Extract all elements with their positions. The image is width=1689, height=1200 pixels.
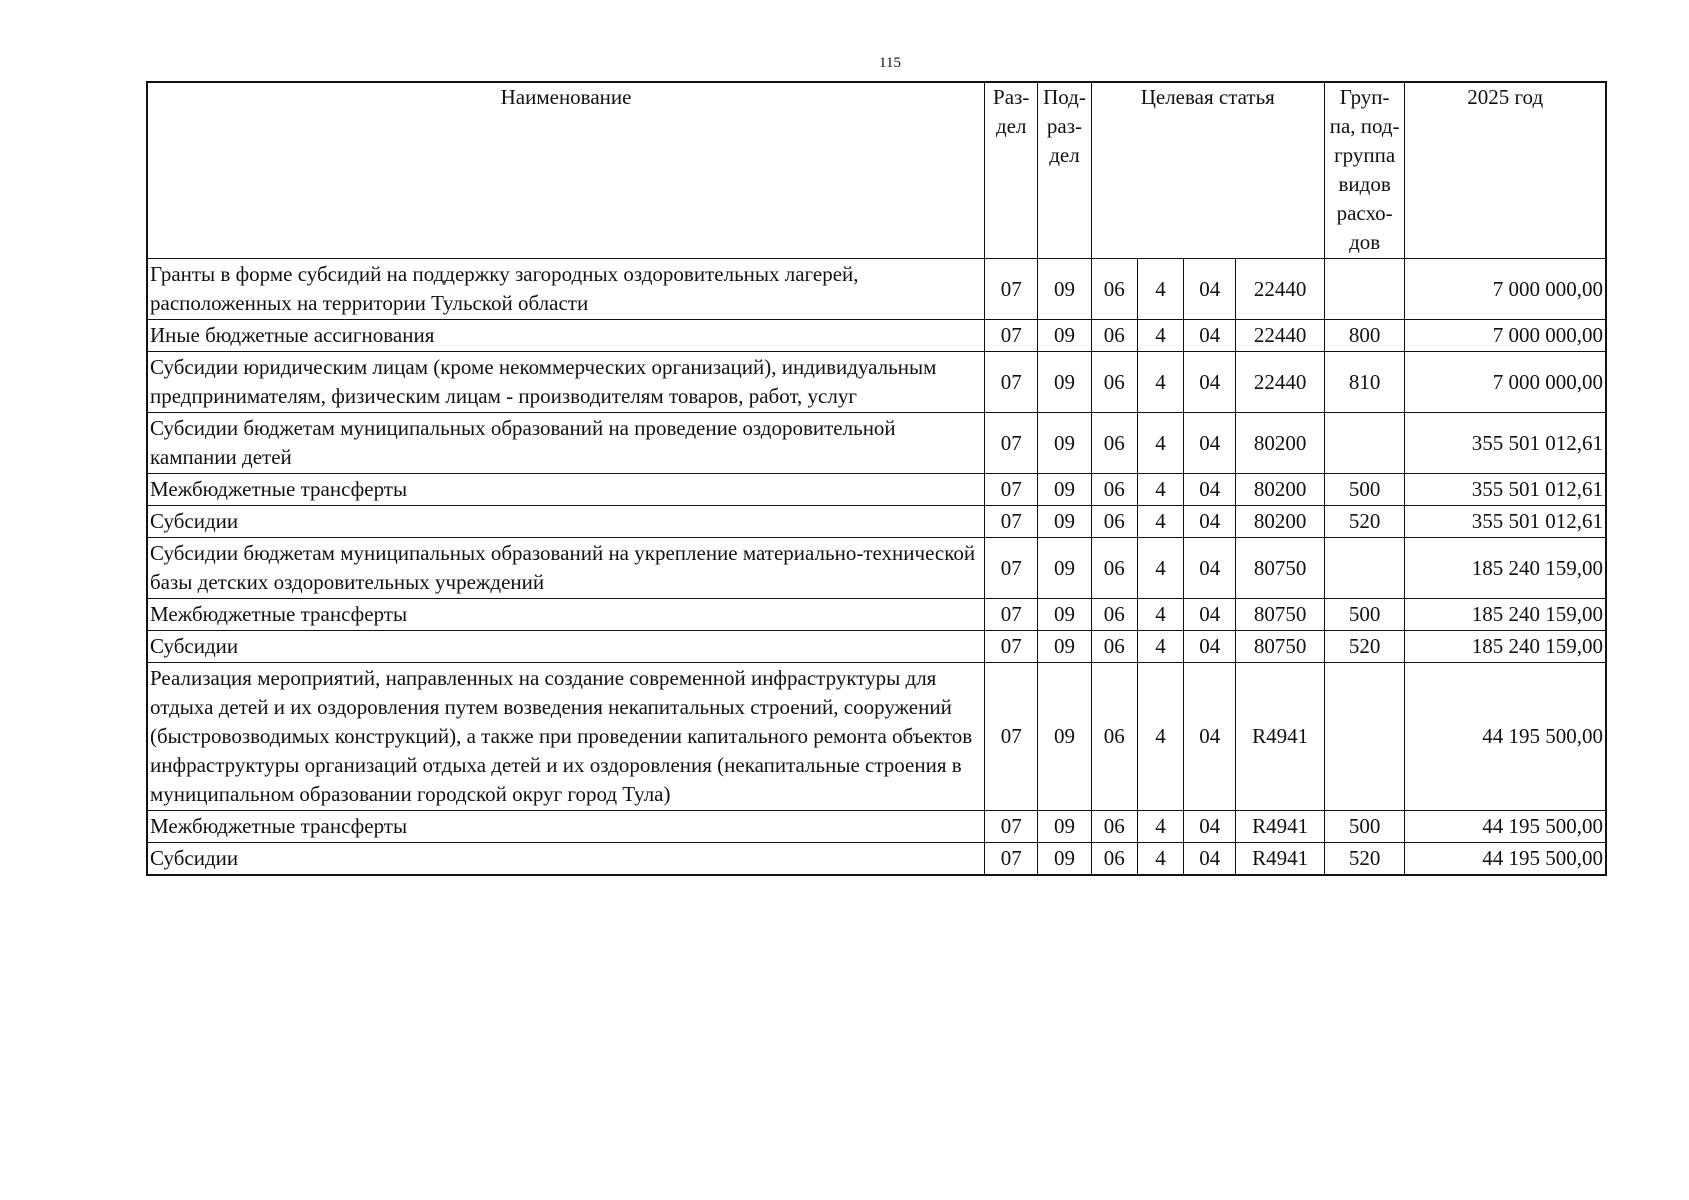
row-target-subprogram: 04 bbox=[1184, 538, 1236, 599]
row-amount: 44 195 500,00 bbox=[1405, 843, 1606, 876]
page-number: 115 bbox=[879, 55, 901, 71]
header-target-article: Целевая статья bbox=[1091, 82, 1324, 259]
row-target-type: 4 bbox=[1137, 506, 1183, 538]
row-target-program: 06 bbox=[1091, 474, 1137, 506]
row-target-type: 4 bbox=[1137, 663, 1183, 811]
row-expense-group bbox=[1324, 663, 1404, 811]
row-target-type: 4 bbox=[1137, 843, 1183, 876]
row-podrazdel: 09 bbox=[1038, 843, 1091, 876]
row-name: Межбюджетные трансферты bbox=[147, 599, 985, 631]
row-razdel: 07 bbox=[985, 663, 1038, 811]
row-podrazdel: 09 bbox=[1038, 413, 1091, 474]
row-target-type: 4 bbox=[1137, 538, 1183, 599]
row-razdel: 07 bbox=[985, 259, 1038, 320]
row-amount: 185 240 159,00 bbox=[1405, 538, 1606, 599]
row-podrazdel: 09 bbox=[1038, 538, 1091, 599]
row-razdel: 07 bbox=[985, 320, 1038, 352]
row-expense-group: 500 bbox=[1324, 474, 1404, 506]
row-target-direction: 80200 bbox=[1236, 413, 1325, 474]
row-name: Субсидии бюджетам муниципальных образований на проведение оздоровительной кампании детей bbox=[147, 413, 985, 474]
row-target-program: 06 bbox=[1091, 599, 1137, 631]
row-target-type: 4 bbox=[1137, 259, 1183, 320]
row-target-program: 06 bbox=[1091, 811, 1137, 843]
row-razdel: 07 bbox=[985, 538, 1038, 599]
row-target-subprogram: 04 bbox=[1184, 506, 1236, 538]
row-amount: 44 195 500,00 bbox=[1405, 663, 1606, 811]
row-name: Иные бюджетные ассигнования bbox=[147, 320, 985, 352]
row-amount: 7 000 000,00 bbox=[1405, 259, 1606, 320]
row-amount: 355 501 012,61 bbox=[1405, 506, 1606, 538]
table-row bbox=[147, 413, 1606, 474]
row-expense-group bbox=[1324, 413, 1404, 474]
table-row bbox=[147, 352, 1606, 413]
row-razdel: 07 bbox=[985, 843, 1038, 876]
row-target-subprogram: 04 bbox=[1184, 811, 1236, 843]
row-podrazdel: 09 bbox=[1038, 506, 1091, 538]
table-row bbox=[147, 811, 1606, 843]
row-target-subprogram: 04 bbox=[1184, 259, 1236, 320]
table-header-row bbox=[147, 82, 1606, 259]
row-expense-group: 800 bbox=[1324, 320, 1404, 352]
table-row bbox=[147, 259, 1606, 320]
row-razdel: 07 bbox=[985, 599, 1038, 631]
row-name: Субсидии bbox=[147, 843, 985, 876]
row-expense-group: 500 bbox=[1324, 811, 1404, 843]
row-podrazdel: 09 bbox=[1038, 320, 1091, 352]
row-name: Субсидии бюджетам муниципальных образований на укрепление материально-технической базы детских оздоровительных учреждений bbox=[147, 538, 985, 599]
row-expense-group: 520 bbox=[1324, 631, 1404, 663]
row-target-direction: 80750 bbox=[1236, 599, 1325, 631]
row-podrazdel: 09 bbox=[1038, 663, 1091, 811]
row-target-type: 4 bbox=[1137, 599, 1183, 631]
budget-table bbox=[146, 81, 1607, 876]
row-target-direction: 80200 bbox=[1236, 474, 1325, 506]
row-target-subprogram: 04 bbox=[1184, 474, 1236, 506]
row-amount: 44 195 500,00 bbox=[1405, 811, 1606, 843]
row-amount: 355 501 012,61 bbox=[1405, 413, 1606, 474]
row-target-direction: R4941 bbox=[1236, 843, 1325, 876]
row-target-type: 4 bbox=[1137, 413, 1183, 474]
row-target-program: 06 bbox=[1091, 259, 1137, 320]
row-amount: 7 000 000,00 bbox=[1405, 320, 1606, 352]
table-row bbox=[147, 320, 1606, 352]
row-podrazdel: 09 bbox=[1038, 631, 1091, 663]
row-name: Межбюджетные трансферты bbox=[147, 811, 985, 843]
row-expense-group: 810 bbox=[1324, 352, 1404, 413]
row-name: Субсидии юридическим лицам (кроме некоммерческих организаций), индивидуальным предпринимателям, физическим лицам - производителям товаров, работ, услуг bbox=[147, 352, 985, 413]
row-target-direction: 22440 bbox=[1236, 320, 1325, 352]
header-year: 2025 год bbox=[1405, 82, 1606, 259]
row-target-program: 06 bbox=[1091, 352, 1137, 413]
row-razdel: 07 bbox=[985, 474, 1038, 506]
row-podrazdel: 09 bbox=[1038, 599, 1091, 631]
row-target-subprogram: 04 bbox=[1184, 413, 1236, 474]
row-amount: 185 240 159,00 bbox=[1405, 599, 1606, 631]
header-expense-group: Груп-па, под-группа видов расхо-дов bbox=[1324, 82, 1404, 259]
row-razdel: 07 bbox=[985, 506, 1038, 538]
row-target-type: 4 bbox=[1137, 320, 1183, 352]
table-row bbox=[147, 474, 1606, 506]
row-name: Реализация мероприятий, направленных на создание современной инфраструктуры для отдыха детей и их оздоровления путем возведения некапитальных строений, сооружений (быстровозводимых конструкций), а также при проведении капитального ремонта объектов инфраструктуры организаций отдыха детей и их оздоровления (некапитальные строения в муниципальном образовании городской округ город Тула) bbox=[147, 663, 985, 811]
table-row bbox=[147, 843, 1606, 876]
row-target-direction: 22440 bbox=[1236, 352, 1325, 413]
row-podrazdel: 09 bbox=[1038, 811, 1091, 843]
table-row bbox=[147, 506, 1606, 538]
row-target-direction: 80750 bbox=[1236, 538, 1325, 599]
row-target-type: 4 bbox=[1137, 811, 1183, 843]
row-razdel: 07 bbox=[985, 352, 1038, 413]
row-name: Субсидии bbox=[147, 631, 985, 663]
row-podrazdel: 09 bbox=[1038, 474, 1091, 506]
row-target-direction: 22440 bbox=[1236, 259, 1325, 320]
row-target-direction: 80750 bbox=[1236, 631, 1325, 663]
row-target-program: 06 bbox=[1091, 843, 1137, 876]
row-expense-group: 500 bbox=[1324, 599, 1404, 631]
row-target-program: 06 bbox=[1091, 506, 1137, 538]
row-expense-group bbox=[1324, 259, 1404, 320]
row-target-subprogram: 04 bbox=[1184, 631, 1236, 663]
row-expense-group: 520 bbox=[1324, 506, 1404, 538]
row-name: Гранты в форме субсидий на поддержку загородных оздоровительных лагерей, расположенных на территории Тульской области bbox=[147, 259, 985, 320]
row-target-direction: 80200 bbox=[1236, 506, 1325, 538]
row-target-program: 06 bbox=[1091, 631, 1137, 663]
header-name: Наименование bbox=[147, 82, 985, 259]
row-expense-group: 520 bbox=[1324, 843, 1404, 876]
row-target-subprogram: 04 bbox=[1184, 599, 1236, 631]
row-amount: 185 240 159,00 bbox=[1405, 631, 1606, 663]
row-target-subprogram: 04 bbox=[1184, 843, 1236, 876]
row-podrazdel: 09 bbox=[1038, 352, 1091, 413]
row-razdel: 07 bbox=[985, 811, 1038, 843]
row-amount: 7 000 000,00 bbox=[1405, 352, 1606, 413]
row-razdel: 07 bbox=[985, 413, 1038, 474]
row-razdel: 07 bbox=[985, 631, 1038, 663]
row-target-program: 06 bbox=[1091, 413, 1137, 474]
row-target-type: 4 bbox=[1137, 474, 1183, 506]
row-target-subprogram: 04 bbox=[1184, 320, 1236, 352]
header-podrazdel: Под-раз-дел bbox=[1038, 82, 1091, 259]
row-name: Субсидии bbox=[147, 506, 985, 538]
row-amount: 355 501 012,61 bbox=[1405, 474, 1606, 506]
row-target-direction: R4941 bbox=[1236, 811, 1325, 843]
row-target-type: 4 bbox=[1137, 631, 1183, 663]
row-target-direction: R4941 bbox=[1236, 663, 1325, 811]
row-target-program: 06 bbox=[1091, 663, 1137, 811]
header-razdel: Раз-дел bbox=[985, 82, 1038, 259]
row-target-type: 4 bbox=[1137, 352, 1183, 413]
row-podrazdel: 09 bbox=[1038, 259, 1091, 320]
row-target-subprogram: 04 bbox=[1184, 663, 1236, 811]
table-row bbox=[147, 663, 1606, 811]
row-target-program: 06 bbox=[1091, 320, 1137, 352]
table-row bbox=[147, 599, 1606, 631]
row-target-subprogram: 04 bbox=[1184, 352, 1236, 413]
table-row bbox=[147, 538, 1606, 599]
row-expense-group bbox=[1324, 538, 1404, 599]
row-name: Межбюджетные трансферты bbox=[147, 474, 985, 506]
row-target-program: 06 bbox=[1091, 538, 1137, 599]
table-row bbox=[147, 631, 1606, 663]
